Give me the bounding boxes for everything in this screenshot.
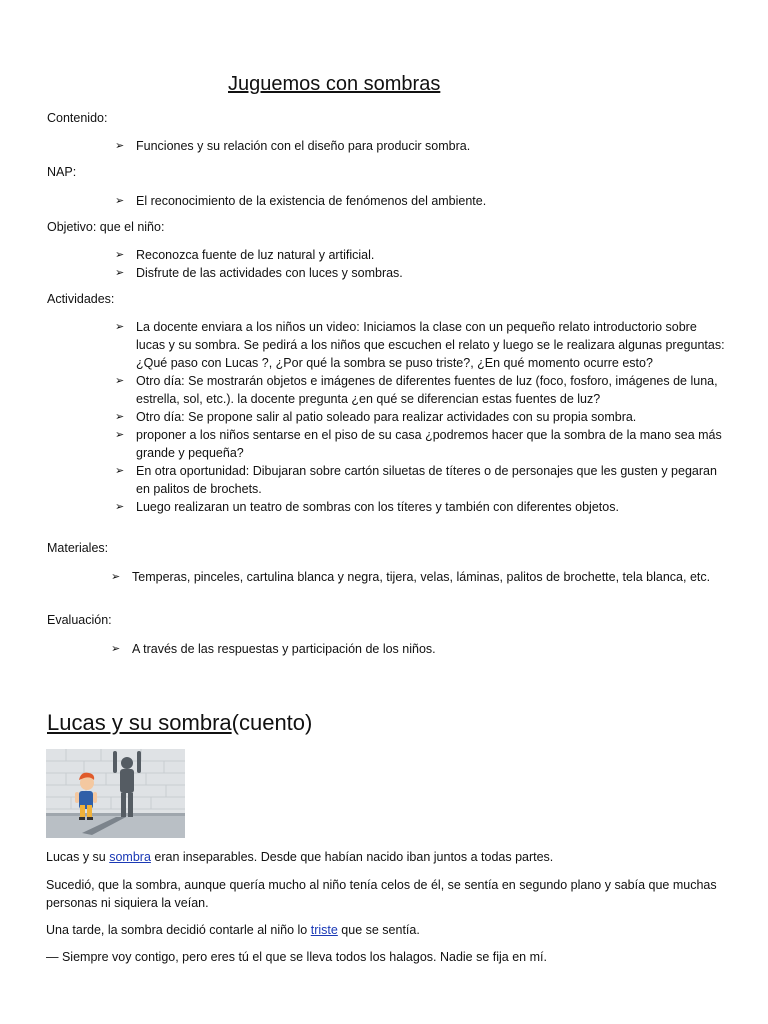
evaluacion-label: Evaluación: bbox=[47, 613, 112, 627]
page-title: Juguemos con sombras bbox=[228, 73, 441, 95]
story-title bbox=[47, 710, 312, 736]
contenido-label: Contenido: bbox=[47, 111, 108, 125]
arrow-bullet-icon: ➢ bbox=[115, 321, 125, 333]
story-paragraph-4: — Siempre voy contigo, pero eres tú el que se lleva todos los halagos. Nadie se fija en mí. bbox=[46, 950, 547, 964]
arrow-bullet-icon: ➢ bbox=[115, 501, 125, 513]
story-paragraph-1: Lucas y su sombra eran inseparables. Desde que habían nacido iban juntos a todas partes. bbox=[46, 850, 554, 864]
list-item: ➢ Temperas, pinceles, cartulina blanca y negra, tijera, velas, láminas, palitos de brochette, tela blanca, etc. bbox=[111, 570, 711, 584]
list-item: ➢ Disfrute de las actividades con luces y sombras. bbox=[115, 266, 403, 280]
sombra-link[interactable]: sombra bbox=[109, 850, 151, 864]
objetivo-list bbox=[115, 246, 715, 282]
story-paragraph-3: Una tarde, la sombra decidió contarle al niño lo triste que se sentía. bbox=[46, 923, 420, 937]
nap-label: NAP: bbox=[47, 165, 77, 179]
story-paragraph-2: Sucedió, que la sombra, aunque quería mucho al niño tenía celos de él, se sentía en segundo plano y sabía que muchas personas ni siquiera la veían. bbox=[46, 878, 717, 910]
nap-list bbox=[115, 192, 715, 210]
list-item: ➢ A través de las respuestas y participación de los niños. bbox=[111, 642, 436, 656]
list-item: ➢ Reconozca fuente de luz natural y artificial. bbox=[115, 248, 375, 262]
actividades-label: Actividades: bbox=[47, 292, 115, 306]
arrow-bullet-icon: ➢ bbox=[115, 267, 125, 279]
story-title-main: Lucas y su sombra bbox=[47, 710, 232, 735]
list-item: ➢ Luego realizaran un teatro de sombras con los títeres y también con diferentes objetos. bbox=[115, 500, 619, 514]
objetivo-label: Objetivo: que el niño: bbox=[47, 220, 165, 234]
materiales-list bbox=[111, 568, 711, 586]
list-item: ➢ proponer a los niños sentarse en el piso de su casa ¿podremos hacer que la sombra de la mano sea más grande y pequeña? bbox=[115, 428, 722, 460]
arrow-bullet-icon: ➢ bbox=[115, 429, 125, 441]
boy-shadow-illustration bbox=[46, 749, 185, 838]
list-item: ➢ La docente enviara a los niños un video: Iniciamos la clase con un pequeño relato introductorio sobre lucas y su sombra. Se pedirá a los niños que escuchen el relato y luego se le realizara algunas preguntas: ¿Qué paso con Lucas ?, ¿Por qué la sombra se puso triste?, ¿En qué momento ocurre esto? bbox=[115, 320, 725, 370]
list-item: ➢ El reconocimiento de la existencia de fenómenos del ambiente. bbox=[115, 194, 487, 208]
triste-link[interactable]: triste bbox=[310, 923, 338, 937]
arrow-bullet-icon: ➢ bbox=[111, 571, 121, 583]
list-item: ➢ En otra oportunidad: Dibujaran sobre cartón siluetas de títeres o de personajes que les gusten y pegaran en palitos de brochets. bbox=[115, 464, 717, 496]
list-item: ➢ Otro día: Se propone salir al patio soleado para realizar actividades con su propia sombra. bbox=[115, 410, 637, 424]
arrow-bullet-icon: ➢ bbox=[115, 411, 125, 423]
arrow-bullet-icon: ➢ bbox=[115, 375, 125, 387]
arrow-bullet-icon: ➢ bbox=[115, 195, 125, 207]
list-item: ➢ Otro día: Se mostrarán objetos e imágenes de diferentes fuentes de luz (foco, fosforo, imágenes de luna, estrella, sol, etc.). la docente pregunta ¿en qué se diferencian estas fuentes de luz? bbox=[115, 374, 718, 406]
list-item: ➢ Funciones y su relación con el diseño para producir sombra. bbox=[115, 139, 471, 153]
actividades-list bbox=[115, 318, 725, 516]
arrow-bullet-icon: ➢ bbox=[115, 249, 125, 261]
arrow-bullet-icon: ➢ bbox=[111, 643, 121, 655]
story-title-suffix: (cuento) bbox=[231, 710, 313, 735]
evaluacion-list bbox=[111, 640, 711, 658]
arrow-bullet-icon: ➢ bbox=[115, 140, 125, 152]
materiales-label: Materiales: bbox=[47, 541, 109, 555]
contenido-list bbox=[115, 137, 715, 155]
arrow-bullet-icon: ➢ bbox=[115, 465, 125, 477]
